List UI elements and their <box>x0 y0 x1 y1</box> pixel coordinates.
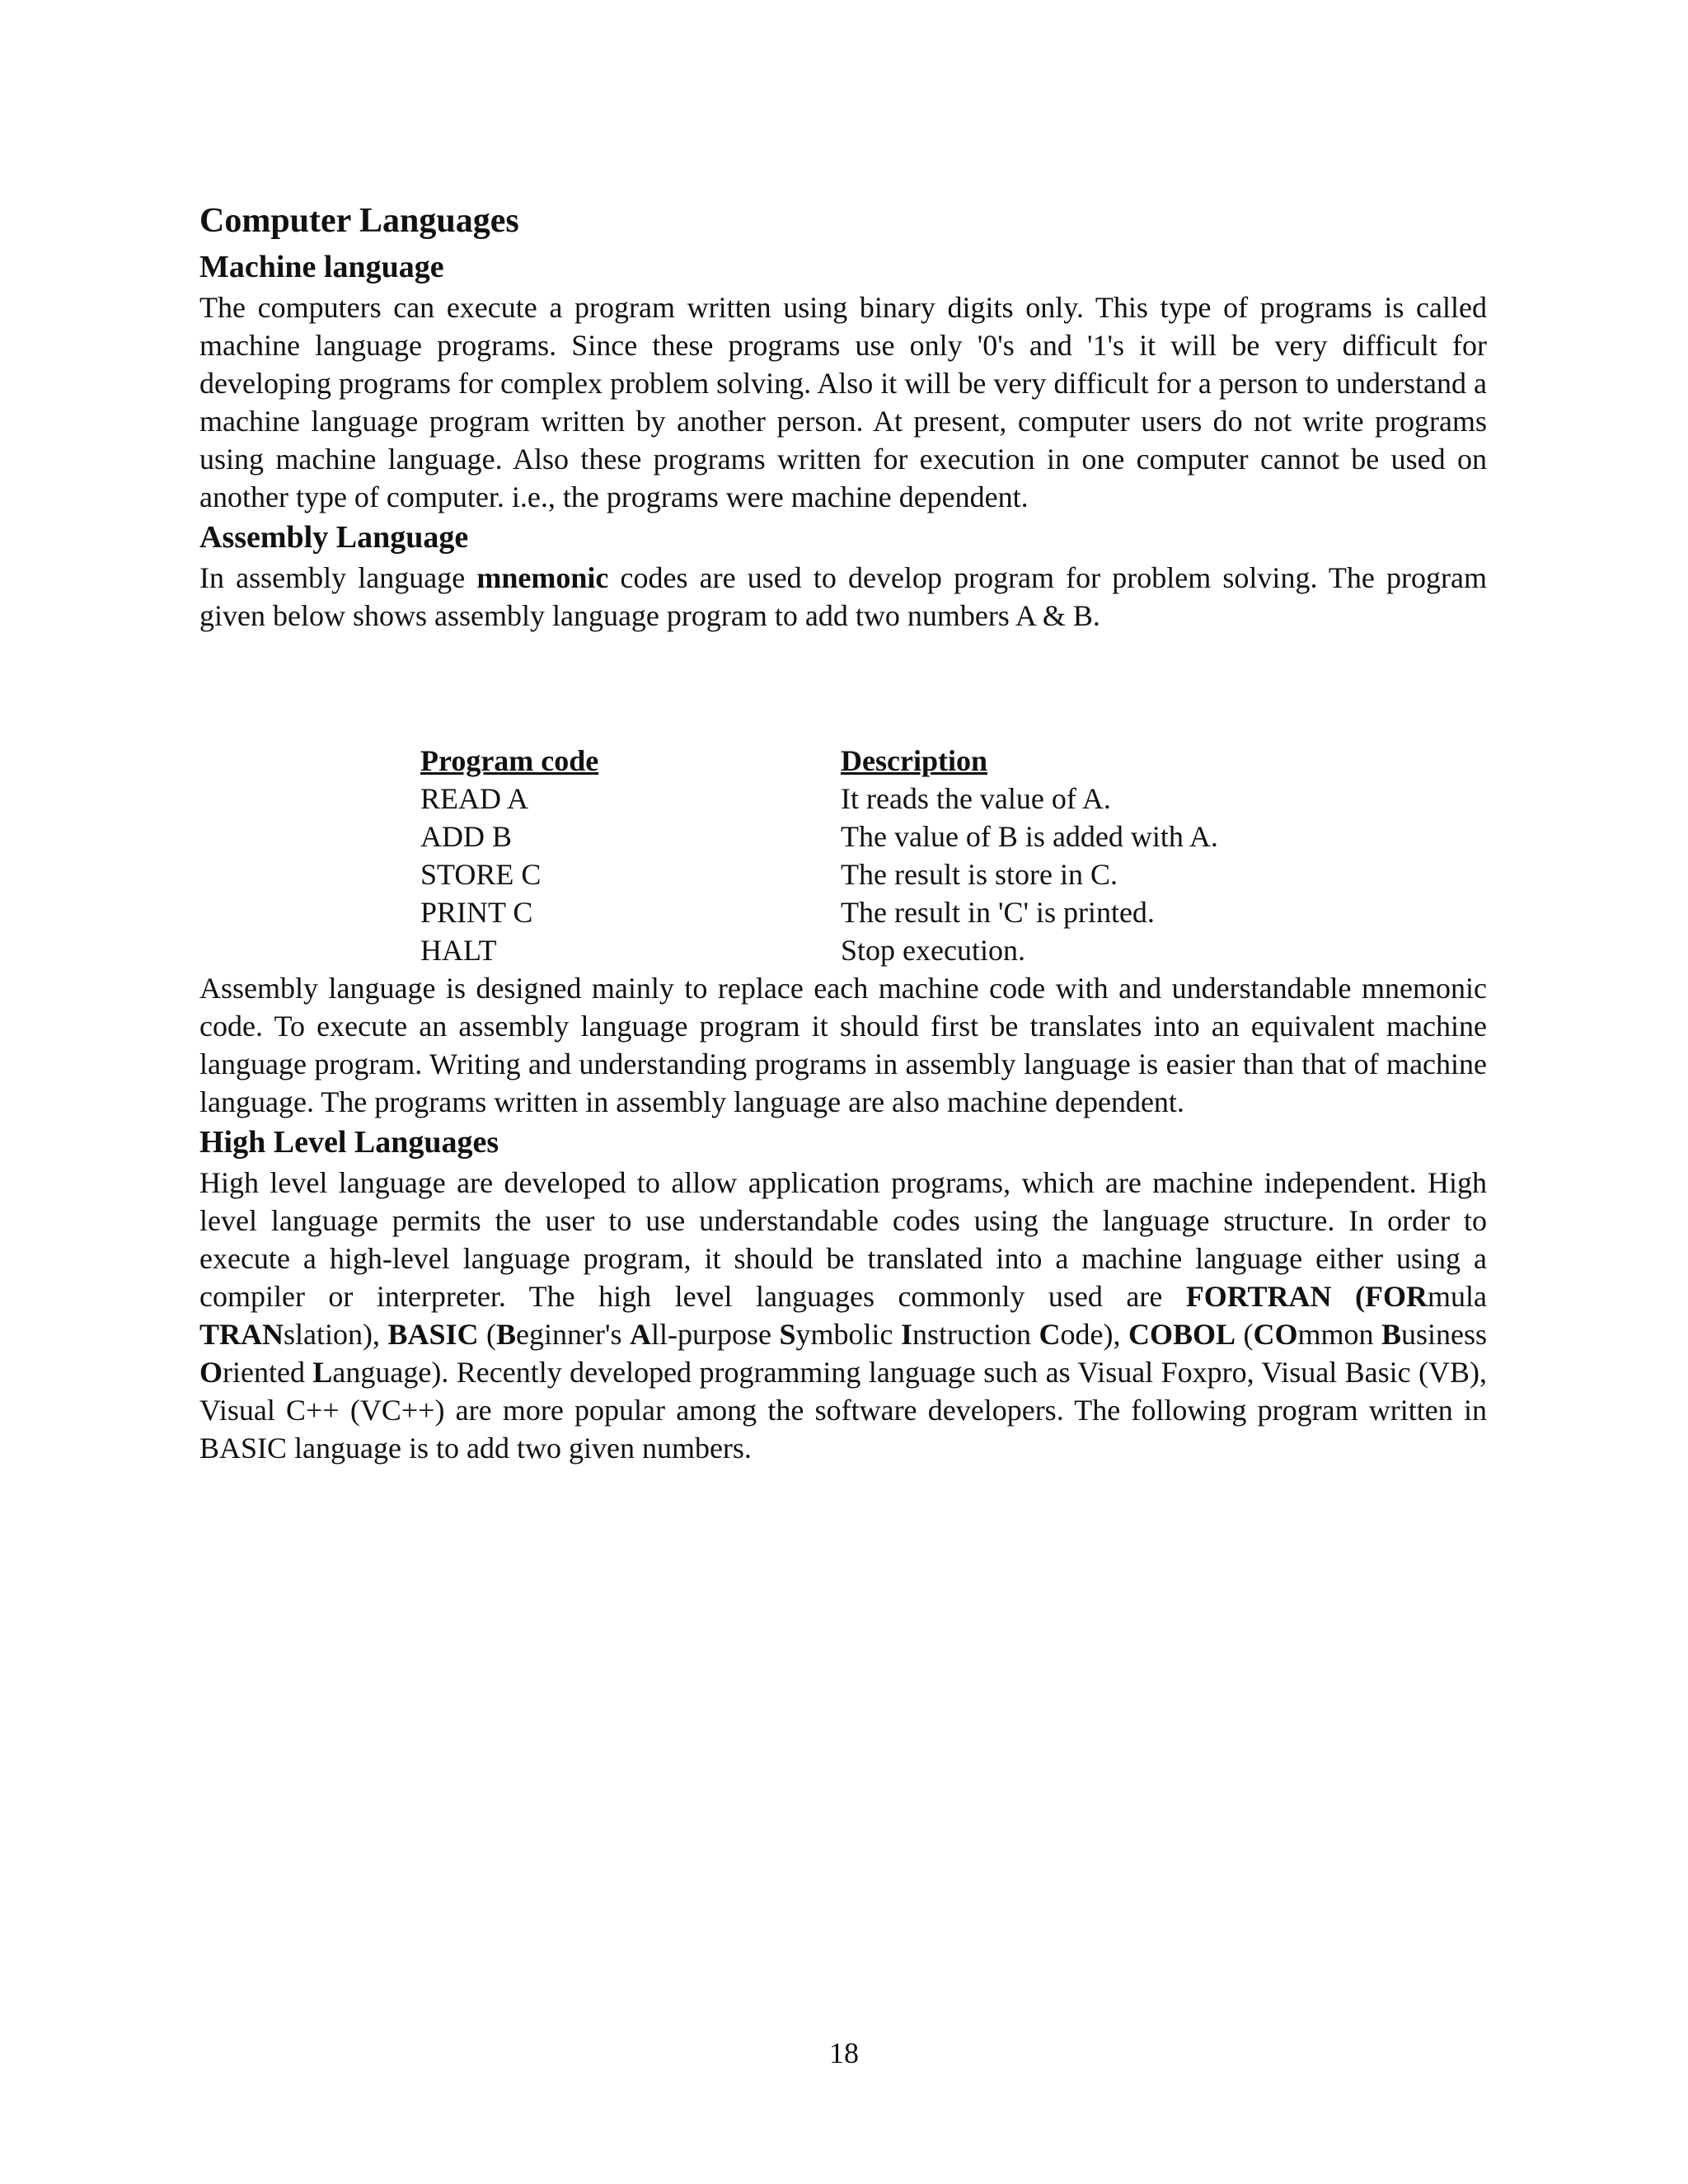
page-content <box>199 196 1487 1467</box>
description-cell: The result is store in C. <box>841 858 1118 891</box>
program-code-cell: HALT <box>420 934 497 967</box>
hll-segment-bold: O <box>199 1356 223 1389</box>
hll-segment-bold: C <box>1039 1318 1061 1351</box>
description-cell: It reads the value of A. <box>841 782 1111 815</box>
program-code-cell: READ A <box>420 782 529 815</box>
table-row <box>420 818 1218 855</box>
hll-segment: mula <box>1428 1280 1487 1313</box>
hll-segment: anguage). Recently developed programming language such as Visual Foxpro, Visual Basic (VB), Visual C++ (VC++) are more popular among the software developers. The following program written in BASIC language is to add two given numbers. <box>199 1356 1487 1465</box>
description-cell: Stop execution. <box>841 934 1025 967</box>
table-row <box>420 893 1218 931</box>
hll-segment-bold: FORTRAN (FOR <box>1185 1280 1428 1313</box>
hll-segment-bold: CO <box>1253 1318 1298 1351</box>
hll-segment-bold: L <box>312 1356 333 1389</box>
hll-segment-bold: A <box>630 1318 651 1351</box>
table-header-row <box>420 742 1218 780</box>
hll-segment: slation), <box>284 1318 388 1351</box>
hll-segment: ll-purpose <box>651 1318 780 1351</box>
hll-segment: usiness <box>1400 1318 1487 1351</box>
program-code-cell: STORE C <box>420 858 542 891</box>
high-level-languages-heading: High Level Languages <box>199 1125 499 1160</box>
program-code-cell: ADD B <box>420 820 513 853</box>
hll-segment-bold: COBOL <box>1128 1318 1236 1351</box>
assembly-program-table <box>420 742 1218 969</box>
machine-language-paragraph: The computers can execute a program written using binary digits only. This type of programs is called machine language programs. Since these programs use only '0's and '1's it will be very difficult for developing programs for complex problem solving. Also it will be very difficult for a person to understand a machine language program written by another person. At present, computer users do not write programs using machine language. Also these programs written for execution in one computer cannot be used on another type of computer. i.e., the programs were machine dependent. <box>199 291 1487 513</box>
program-code-header: Program code <box>420 744 599 777</box>
hll-segment-bold: B <box>496 1318 517 1351</box>
hll-segment: riented <box>223 1356 313 1389</box>
table-row <box>420 855 1218 893</box>
hll-segment-bold: TRAN <box>199 1318 284 1351</box>
table-row <box>420 780 1218 818</box>
high-level-languages-paragraph <box>199 1164 1487 1467</box>
hll-segment-bold: I <box>900 1318 912 1351</box>
hll-segment: ode), <box>1060 1318 1128 1351</box>
machine-language-heading: Machine language <box>199 250 444 284</box>
assembly-para-text-2: codes are used to develop program for problem solving. The program given below shows assembly language program to add two numbers A & B. <box>199 561 1488 632</box>
page-number: 18 <box>829 2036 859 2069</box>
hll-segment-bold: S <box>779 1318 796 1351</box>
table-row <box>420 931 1218 969</box>
description-cell: The value of B is added with A. <box>841 820 1218 853</box>
description-header: Description <box>841 744 987 777</box>
page-title: Computer Languages <box>199 202 519 240</box>
hll-segment: ymbolic <box>795 1318 901 1351</box>
mnemonic-bold-term: mnemonic <box>476 561 609 594</box>
hll-segment: eginner's <box>516 1318 630 1351</box>
hll-segment-bold: BASIC <box>387 1318 479 1351</box>
program-code-cell: PRINT C <box>420 896 533 929</box>
assembly-language-paragraph-2: Assembly language is designed mainly to replace each machine code with and understandable mnemonic code. To execute an assembly language program it should first be translates into an equivalent machine language program. Writing and understanding programs in assembly language is easier than that of machine language. The programs written in assembly language are also machine dependent. <box>199 972 1487 1118</box>
assembly-language-heading: Assembly Language <box>199 520 469 555</box>
hll-segment: nstruction <box>912 1318 1039 1351</box>
hll-segment: ( <box>478 1318 497 1351</box>
hll-segment-bold: B <box>1381 1318 1401 1351</box>
hll-segment: mmon <box>1297 1318 1381 1351</box>
hll-segment: ( <box>1235 1318 1254 1351</box>
assembly-para-text-1: In assembly language <box>199 561 477 594</box>
description-cell: The result in 'C' is printed. <box>841 896 1155 929</box>
assembly-language-paragraph <box>199 559 1487 635</box>
hll-segment: High level language are developed to allow application programs, which are machine independent. High level language permits the user to use understandable codes using the language structure. In order to execute a high-level language program, it should be translated into a machine language either using a compiler or interpreter. The high level languages commonly used are <box>199 1166 1487 1313</box>
